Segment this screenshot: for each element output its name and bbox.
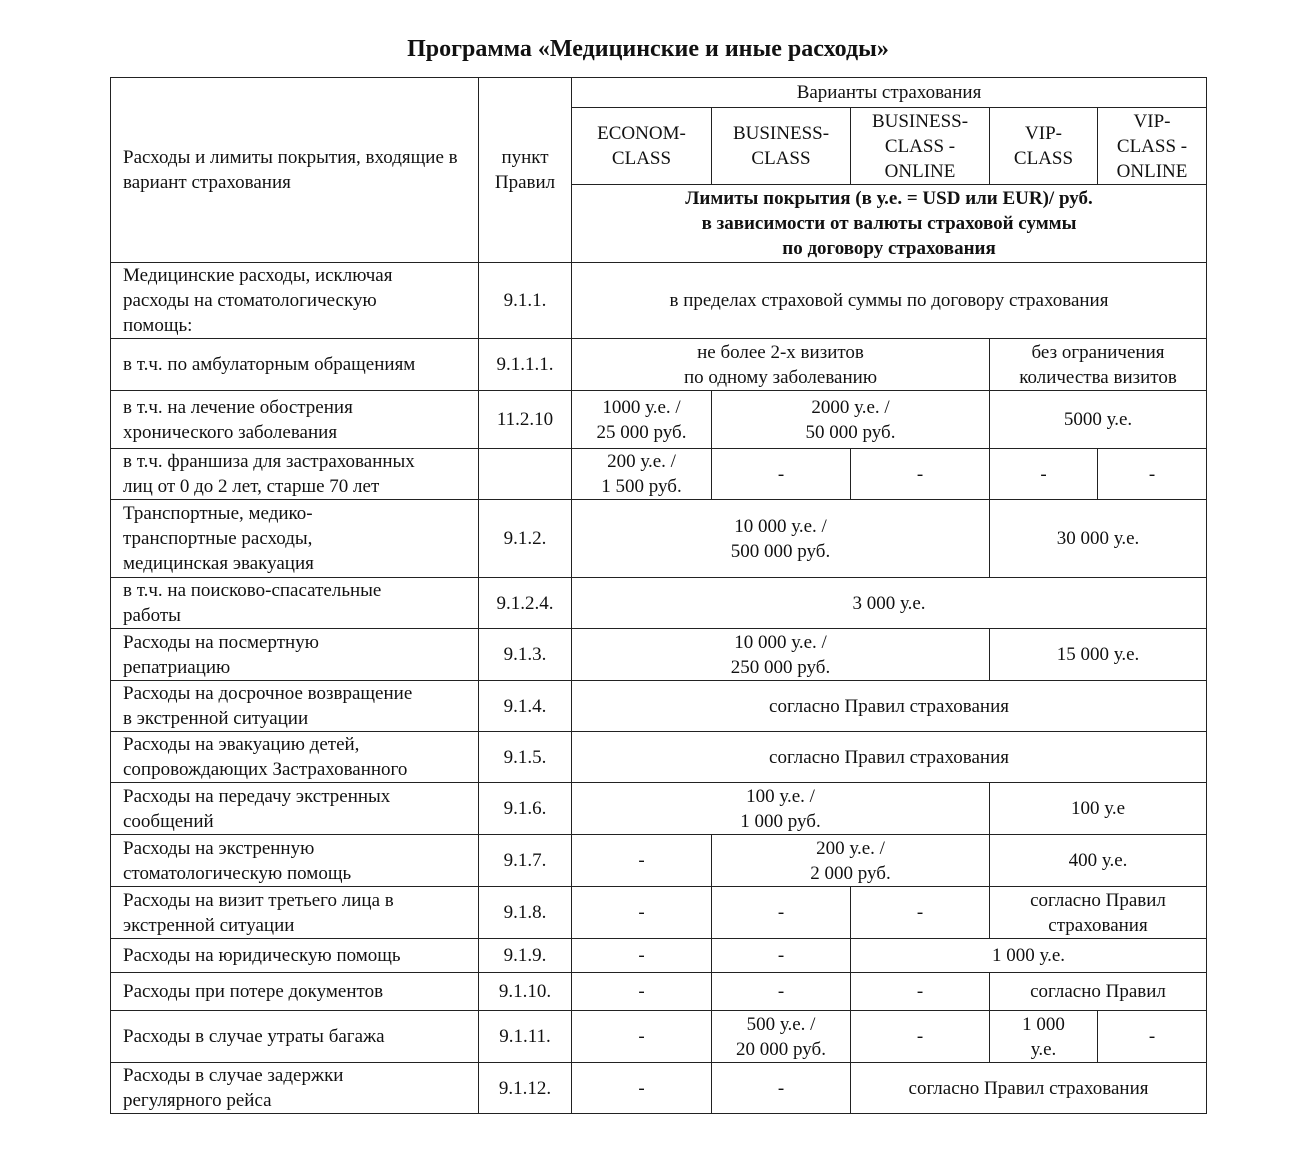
row-label: в т.ч. на лечение обострения хронического заболевания	[111, 391, 479, 449]
row-label: Расходы на досрочное возвращение в экстренной ситуации	[111, 681, 479, 732]
limit-cell: -	[712, 449, 851, 500]
limit-cell: согласно Правил	[990, 973, 1207, 1011]
row-label: Расходы на передачу экстренных сообщений	[111, 783, 479, 835]
row-rule	[479, 449, 572, 500]
limit-cell: согласно Правил страхования	[572, 732, 1207, 783]
limit-cell: -	[572, 835, 712, 887]
row-rule: 9.1.11.	[479, 1011, 572, 1063]
table-row	[111, 732, 1207, 783]
limit-cell: согласно Правил страхования	[572, 681, 1207, 732]
table-row	[111, 391, 1207, 449]
row-rule: 9.1.2.4.	[479, 578, 572, 629]
limit-cell: -	[851, 973, 990, 1011]
limit-cell: согласно Правил страхования	[851, 1063, 1207, 1114]
limit-cell: 30 000 у.е.	[990, 500, 1207, 578]
limit-cell: -	[712, 887, 851, 939]
limit-cell: 15 000 у.е.	[990, 629, 1207, 681]
limit-cell: -	[712, 973, 851, 1011]
row-label: Расходы в случае задержки регулярного рейса	[111, 1063, 479, 1114]
limit-cell: -	[572, 1063, 712, 1114]
limit-cell: -	[572, 887, 712, 939]
table-row	[111, 887, 1207, 939]
limit-cell: -	[712, 1063, 851, 1114]
limits-note: Лимиты покрытия (в у.е. = USD или EUR)/ руб. в зависимости от валюты страховой суммы по договору страхования	[572, 185, 1207, 263]
page-title: Программа «Медицинские и иные расходы»	[407, 36, 889, 62]
row-label: Транспортные, медико- транспортные расходы, медицинская эвакуация	[111, 500, 479, 578]
limit-cell: -	[851, 887, 990, 939]
row-label: Расходы на юридическую помощь	[111, 939, 479, 973]
limit-cell: в пределах страховой суммы по договору страхования	[572, 263, 1207, 339]
table-row	[111, 263, 1207, 339]
table-row	[111, 783, 1207, 835]
limit-cell: без ограничения количества визитов	[990, 339, 1207, 391]
row-rule: 9.1.9.	[479, 939, 572, 973]
row-rule: 9.1.4.	[479, 681, 572, 732]
limit-cell: 1 000 у.е.	[990, 1011, 1098, 1063]
row-rule: 9.1.12.	[479, 1063, 572, 1114]
row-rule: 9.1.3.	[479, 629, 572, 681]
limit-cell: 400 у.е.	[990, 835, 1207, 887]
limit-cell: -	[572, 1011, 712, 1063]
coverage-table	[110, 77, 1207, 1114]
limit-cell: 1 000 у.е.	[851, 939, 1207, 973]
header-variants-title: Варианты страхования	[572, 78, 1207, 108]
row-rule: 11.2.10	[479, 391, 572, 449]
limit-cell: -	[572, 973, 712, 1011]
table-row	[111, 973, 1207, 1011]
row-rule: 9.1.7.	[479, 835, 572, 887]
variant-econom: ECONOM- CLASS	[572, 108, 712, 185]
limit-cell: -	[851, 1011, 990, 1063]
limit-cell: -	[851, 449, 990, 500]
limit-cell: -	[990, 449, 1098, 500]
row-label: Расходы на визит третьего лица в экстренной ситуации	[111, 887, 479, 939]
limit-cell: согласно Правил страхования	[990, 887, 1207, 939]
limit-cell: -	[572, 939, 712, 973]
table-row	[111, 500, 1207, 578]
row-label: в т.ч. франшиза для застрахованных лиц от 0 до 2 лет, старше 70 лет	[111, 449, 479, 500]
row-rule: 9.1.8.	[479, 887, 572, 939]
limit-cell: 5000 у.е.	[990, 391, 1207, 449]
variant-business-online: BUSINESS- CLASS - ONLINE	[851, 108, 990, 185]
table-row	[111, 339, 1207, 391]
table-row	[111, 449, 1207, 500]
table-row	[111, 1063, 1207, 1114]
table-row	[111, 629, 1207, 681]
table-row	[111, 835, 1207, 887]
row-label: Расходы на посмертную репатриацию	[111, 629, 479, 681]
limit-cell: -	[1098, 1011, 1207, 1063]
row-rule: 9.1.10.	[479, 973, 572, 1011]
row-rule: 9.1.2.	[479, 500, 572, 578]
limit-cell: 10 000 у.е. / 500 000 руб.	[572, 500, 990, 578]
row-rule: 9.1.1.1.	[479, 339, 572, 391]
variant-business: BUSINESS- CLASS	[712, 108, 851, 185]
header-rule: пункт Правил	[479, 78, 572, 263]
table-row	[111, 681, 1207, 732]
variant-vip-online: VIP- CLASS - ONLINE	[1098, 108, 1207, 185]
limit-cell: 500 у.е. / 20 000 руб.	[712, 1011, 851, 1063]
row-label: Расходы при потере документов	[111, 973, 479, 1011]
limit-cell: 3 000 у.е.	[572, 578, 1207, 629]
limit-cell: 10 000 у.е. / 250 000 руб.	[572, 629, 990, 681]
limit-cell: не более 2-х визитов по одному заболеванию	[572, 339, 990, 391]
variant-vip: VIP- CLASS	[990, 108, 1098, 185]
row-rule: 9.1.5.	[479, 732, 572, 783]
row-label: в т.ч. по амбулаторным обращениям	[111, 339, 479, 391]
row-rule: 9.1.1.	[479, 263, 572, 339]
table-row	[111, 578, 1207, 629]
limit-cell: 200 у.е. / 1 500 руб.	[572, 449, 712, 500]
limit-cell: -	[1098, 449, 1207, 500]
row-label: в т.ч. на поисково-спасательные работы	[111, 578, 479, 629]
limit-cell: -	[712, 939, 851, 973]
limit-cell: 100 у.е	[990, 783, 1207, 835]
table-row	[111, 1011, 1207, 1063]
limit-cell: 100 у.е. / 1 000 руб.	[572, 783, 990, 835]
row-label: Расходы на эвакуацию детей, сопровождающих Застрахованного	[111, 732, 479, 783]
row-label: Расходы на экстренную стоматологическую помощь	[111, 835, 479, 887]
limit-cell: 1000 у.е. / 25 000 руб.	[572, 391, 712, 449]
row-label: Медицинские расходы, исключая расходы на стоматологическую помощь:	[111, 263, 479, 339]
limit-cell: 200 у.е. / 2 000 руб.	[712, 835, 990, 887]
row-label: Расходы в случае утраты багажа	[111, 1011, 479, 1063]
limit-cell: 2000 у.е. / 50 000 руб.	[712, 391, 990, 449]
row-rule: 9.1.6.	[479, 783, 572, 835]
header-label: Расходы и лимиты покрытия, входящие в вариант страхования	[111, 78, 479, 263]
table-row	[111, 939, 1207, 973]
